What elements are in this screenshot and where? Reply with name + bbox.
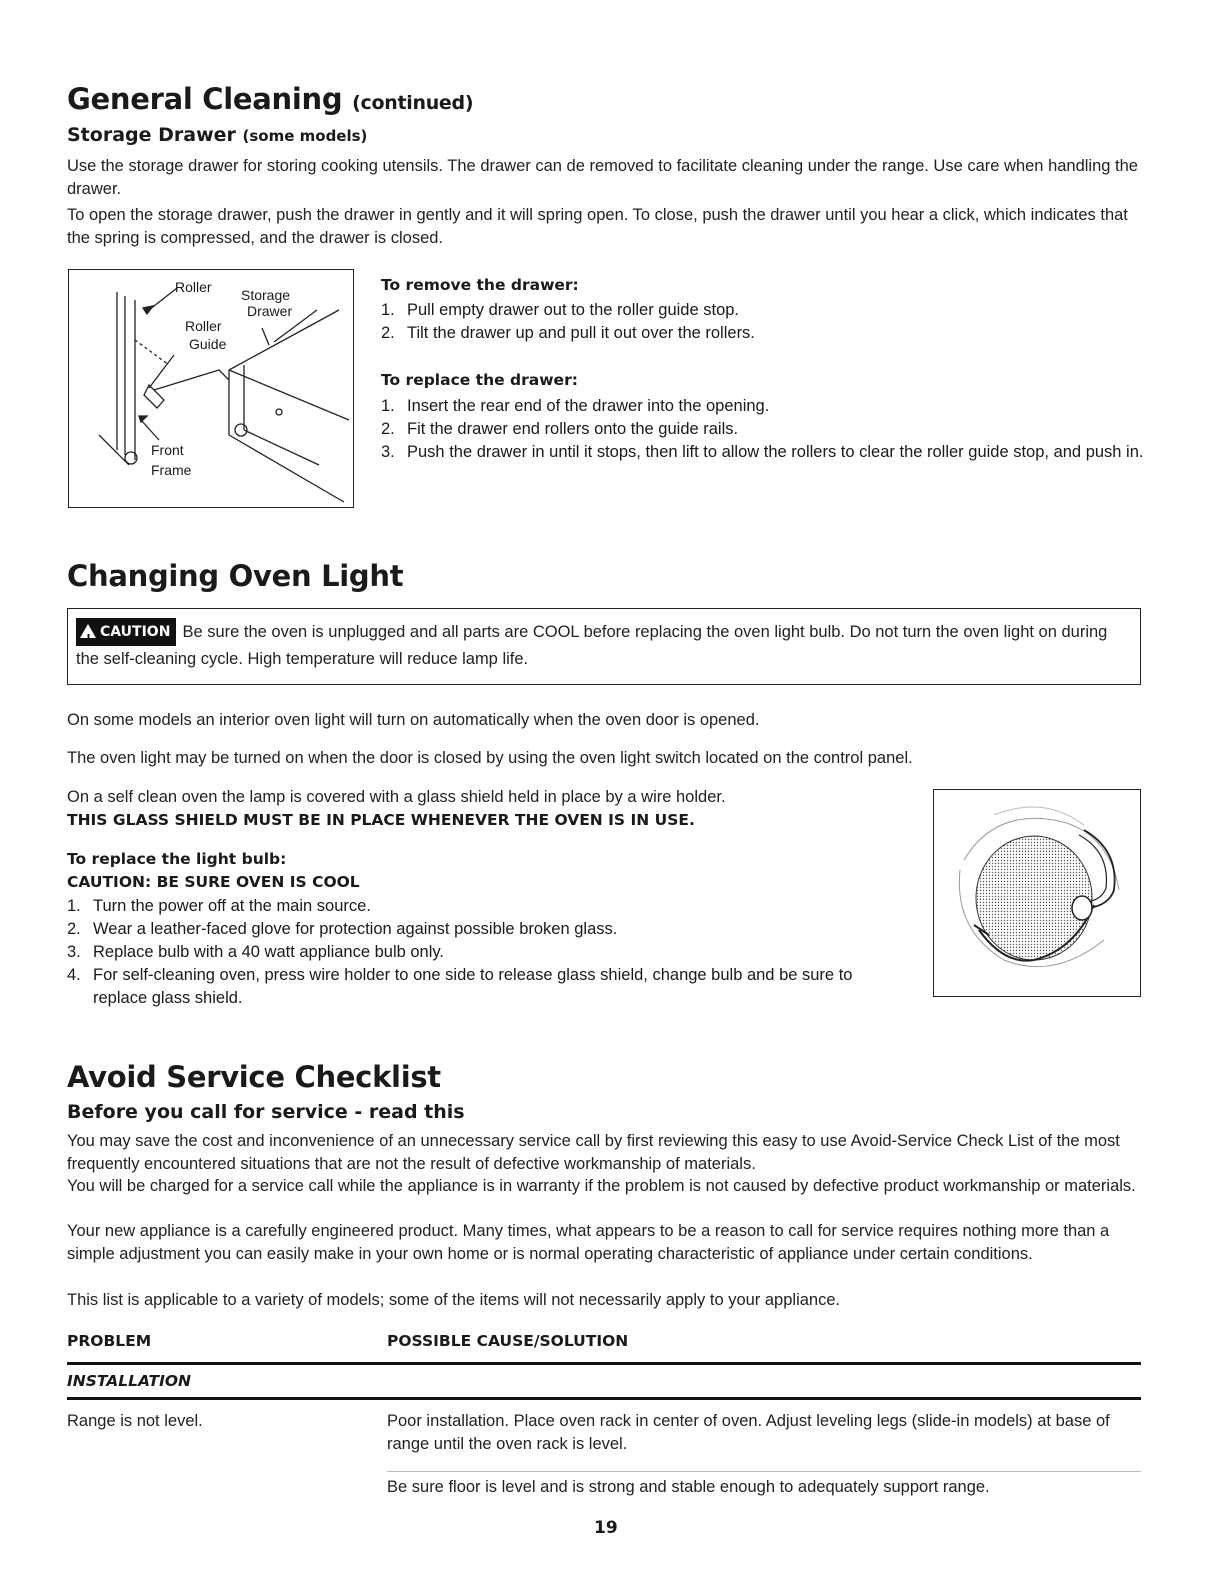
table-rule-top [67,1362,1141,1365]
replace-drawer-heading: To replace the drawer: [381,371,578,389]
column-header-solution: POSSIBLE CAUSE/SOLUTION [387,1332,629,1350]
light-bulb-shield-illustration [934,790,1140,996]
table-rule-category [67,1397,1141,1400]
oven-light-paragraph-2: The oven light may be turned on when the door is closed by using the oven light switch located on the control panel. [67,749,913,767]
caution-box [67,608,1141,685]
row-problem-range-not-level: Range is not level. [67,1412,203,1430]
section-title-oven-light: Changing Oven Light [67,559,404,593]
checklist-paragraph-4: This list is applicable to a variety of models; some of the items will not necessarily apply to your appliance. [67,1291,841,1309]
replace-bulb-heading: To replace the light bulb: [67,850,287,868]
list-item: 2. Tilt the drawer up and pull it out over the rollers. [381,324,755,342]
bulb-caution: CAUTION: BE SURE OVEN IS COOL [67,873,360,891]
storage-paragraph-1: Use the storage drawer for storing cooking utensils. The drawer can de removed to facilitate cleaning under the range. Use care when handling the drawer. [67,157,1138,198]
list-item: 3. Push the drawer in until it stops, then lift to allow the rollers to clear the roller guide stop, and push in. [381,443,1144,461]
row-solution-2: Be sure floor is level and is strong and stable enough to adequately support range. [387,1478,990,1496]
column-header-problem: PROBLEM [67,1332,152,1350]
replace-drawer-steps [381,395,1146,464]
fig-label-front: Front [151,442,184,458]
glass-shield-warning: THIS GLASS SHIELD MUST BE IN PLACE WHENEVER THE OVEN IS IN USE. [67,811,695,829]
caution-content [76,618,1130,672]
checklist-paragraph-1: You may save the cost and inconvenience of an unnecessary service call by first reviewing this easy to use Avoid-Service Check List of the most frequently encountered situations that are not the result of defective workmanship of materials. [67,1132,1120,1173]
oven-light-paragraph-3: On a self clean oven the lamp is covered with a glass shield held in place by a wire holder. [67,788,726,806]
list-item: 1. Pull empty drawer out to the roller guide stop. [381,301,740,319]
page-number: 19 [594,1518,618,1538]
fig-label-roller: Roller [175,279,212,295]
section-title-checklist: Avoid Service Checklist [67,1060,441,1094]
fig-label-storage: Storage [241,287,291,303]
drawer-illustration [69,270,353,507]
caution-badge: ! CAUTION [76,618,176,646]
fig-label-roller-guide-2: Guide [189,336,227,352]
category-installation: INSTALLATION [67,1372,192,1390]
fig-label-drawer: Drawer [247,303,293,319]
replace-bulb-steps [67,895,907,1010]
checklist-subtitle: Before you call for service - read this [67,1101,465,1123]
oven-light-paragraph-1: On some models an interior oven light will turn on automatically when the oven door is opened. [67,711,760,729]
list-item: 1. Insert the rear end of the drawer into the opening. [381,397,770,415]
list-item: 2. Wear a leather-faced glove for protection against possible broken glass. [67,920,618,938]
storage-paragraph-2: To open the storage drawer, push the drawer in gently and it will spring open. To close, push the drawer until you hear a click, which indicates that the spring is compressed, and the drawer is closed. [67,206,1128,247]
checklist-paragraph-2: You will be charged for a service call while the appliance is in warranty if the problem is not caused by defective product workmanship or materials. [67,1177,1136,1195]
remove-drawer-heading: To remove the drawer: [381,276,579,294]
list-item: 1. Turn the power off at the main source. [67,897,371,915]
fig-label-frame: Frame [151,462,192,478]
checklist-paragraph-3: Your new appliance is a carefully engineered product. Many times, what appears to be a reason to call for service requires nothing more than a simple adjustment you can easily make in your own home or is normal operating characteristic of appliance under certain conditions. [67,1222,1110,1263]
warning-icon: ! [80,624,96,638]
list-item: 3. Replace bulb with a 40 watt appliance bulb only. [67,943,445,961]
row-solution-1: Poor installation. Place oven rack in center of oven. Adjust leveling legs (slide-in models) at base of range until the oven rack is level. [387,1412,1110,1453]
storage-drawer-heading: Storage Drawer (some models) [67,124,368,146]
section-title-general-cleaning: General Cleaning (continued) [67,82,474,116]
oven-light-diagram [933,789,1141,997]
caution-text: Be sure the oven is unplugged and all parts are COOL before replacing the oven light bulb. Do not turn the oven light on during the self-cleaning cycle. High temperature will reduce lamp life. [76,623,1108,668]
remove-drawer-steps [381,299,1141,345]
list-item: 2. Fit the drawer end rollers onto the guide rails. [381,420,739,438]
list-item: 4. For self-cleaning oven, press wire holder to one side to release glass shield, change bulb and be sure to replace glass shield. [67,966,853,1007]
drawer-diagram [68,269,354,508]
fig-label-roller-guide-1: Roller [185,318,222,334]
row-divider [387,1471,1141,1472]
